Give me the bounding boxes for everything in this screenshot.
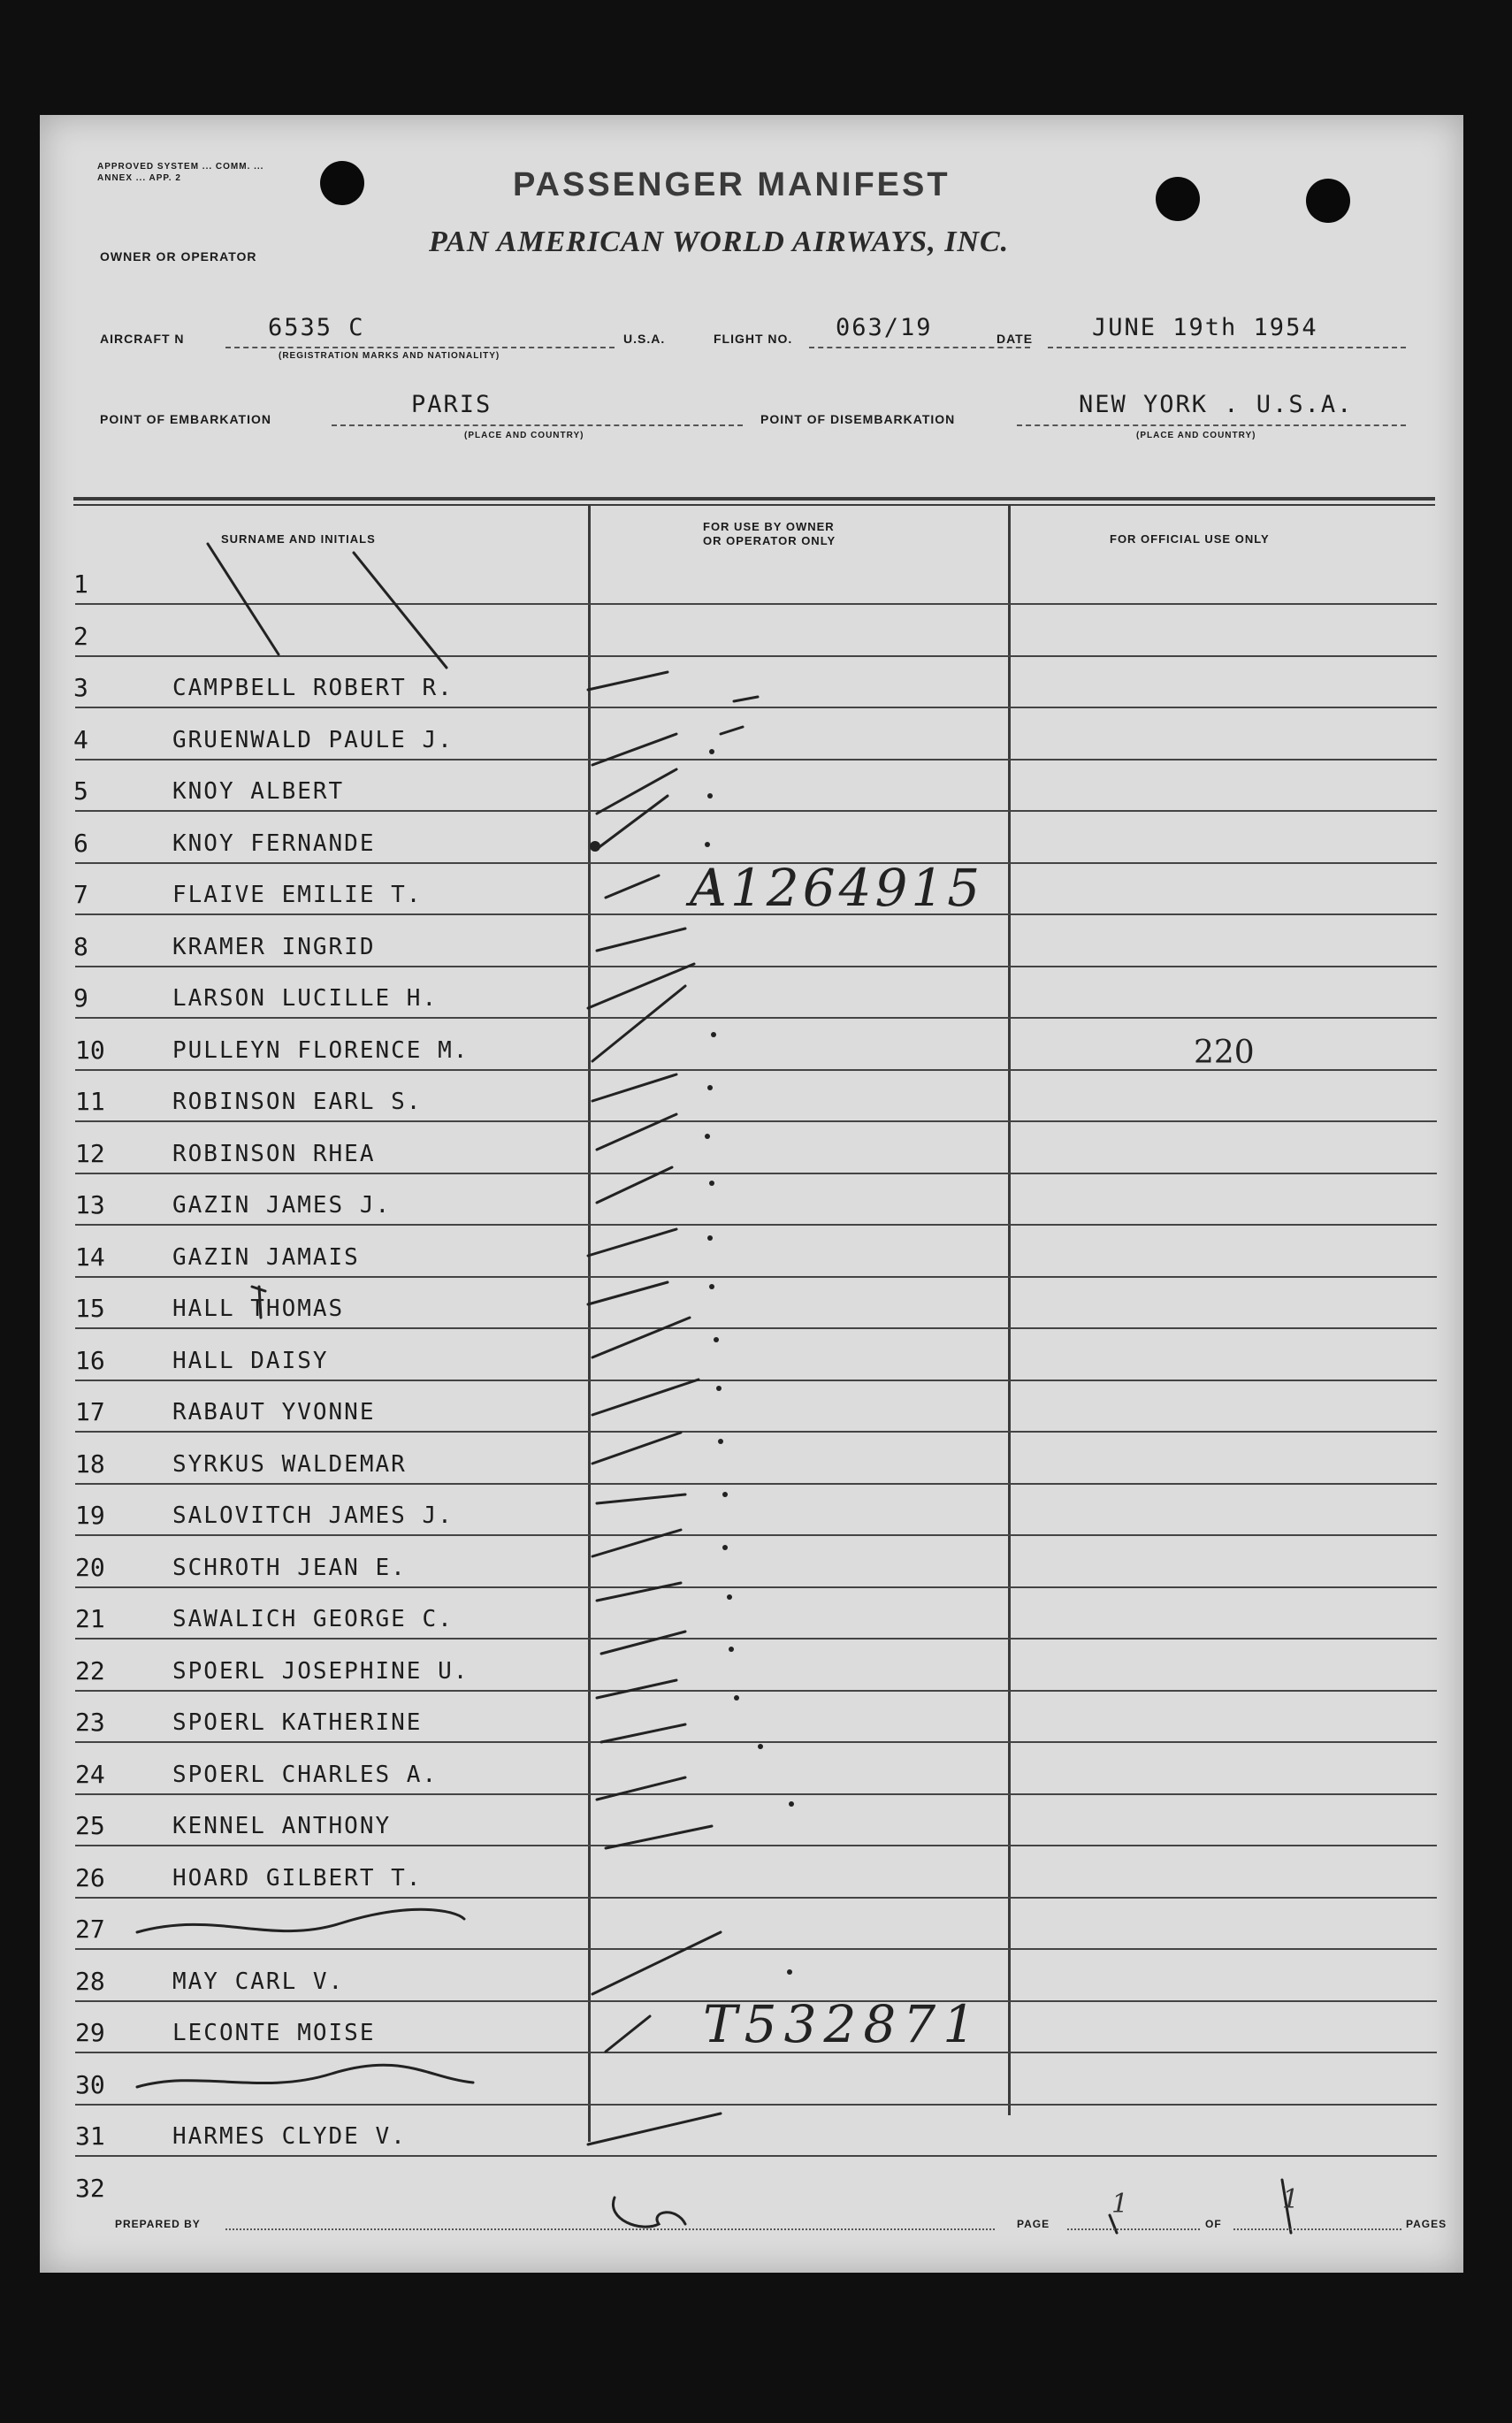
- row-number: 1: [73, 569, 88, 599]
- prepared-label: PREPARED BY: [115, 2218, 201, 2230]
- passenger-name: CAMPBELL ROBERT R.: [172, 675, 454, 701]
- row-number: 4: [73, 724, 88, 754]
- passenger-name: SAWALICH GEORGE C.: [172, 1606, 454, 1632]
- passenger-name: GAZIN JAMES J.: [172, 1192, 392, 1219]
- aircraft-caption: (REGISTRATION MARKS AND NATIONALITY): [279, 351, 500, 361]
- aircraft-label: AIRCRAFT N: [100, 332, 185, 346]
- col-owner-header-2: OR OPERATOR ONLY: [703, 534, 836, 547]
- row-number: 24: [75, 1759, 105, 1789]
- embark-caption: (PLACE AND COUNTRY): [464, 431, 584, 440]
- passenger-name: GAZIN JAMAIS: [172, 1243, 360, 1271]
- page-label: PAGE: [1017, 2218, 1050, 2230]
- disembark-value: NEW YORK . U.S.A.: [1079, 391, 1354, 418]
- row-number: 10: [75, 1035, 105, 1065]
- date-label: DATE: [997, 332, 1034, 346]
- row-number: 7: [73, 880, 88, 909]
- col-owner-header-1: FOR USE BY OWNER: [703, 520, 835, 533]
- passenger-name: HALL DAISY: [172, 1347, 329, 1374]
- row-number: 19: [75, 1501, 105, 1530]
- airline-name: PAN AMERICAN WORLD AIRWAYS, INC.: [429, 225, 1010, 258]
- passenger-name: SPOERL JOSEPHINE U.: [172, 1657, 470, 1685]
- passenger-name: HARMES CLYDE V.: [172, 2123, 407, 2150]
- row-number: 14: [75, 1242, 105, 1272]
- row-number: 11: [75, 1087, 105, 1116]
- of-label: OF: [1205, 2218, 1222, 2230]
- col-official-header: FOR OFFICIAL USE ONLY: [1110, 532, 1270, 546]
- handwriting-overlay: [40, 115, 1463, 2273]
- passenger-name: LECONTE MOISE: [172, 2020, 376, 2046]
- passenger-name: KENNEL ANTHONY: [172, 1813, 392, 1839]
- passenger-name: HOARD GILBERT T.: [172, 1864, 423, 1892]
- row-number: 15: [75, 1294, 105, 1323]
- row-number: 22: [75, 1655, 105, 1685]
- row-number: 17: [75, 1397, 105, 1426]
- row-number: 21: [75, 1604, 105, 1633]
- manifest-title: PASSENGER MANIFEST: [513, 166, 951, 203]
- disembark-label: POINT OF DISEMBARKATION: [760, 412, 956, 426]
- passenger-name: SALOVITCH JAMES J.: [172, 1502, 454, 1529]
- row-number: 18: [75, 1448, 105, 1479]
- passenger-name: SCHROTH JEAN E.: [172, 1554, 407, 1581]
- flight-label: FLIGHT NO.: [714, 332, 793, 346]
- row-number: 31: [75, 2121, 105, 2151]
- passenger-name: SPOERL KATHERINE: [172, 1709, 423, 1736]
- page-value: 1: [1111, 2189, 1129, 2220]
- row-number: 27: [75, 1915, 105, 1944]
- passenger-name: FLAIVE EMILIE T.: [172, 882, 423, 908]
- row-number: 9: [73, 983, 88, 1013]
- row-number: 28: [75, 1966, 105, 1996]
- row-number: 20: [75, 1552, 105, 1582]
- row-number: 23: [75, 1708, 105, 1737]
- passenger-name: SPOERL CHARLES A.: [172, 1761, 439, 1788]
- embark-value: PARIS: [411, 391, 493, 418]
- row-number: 26: [75, 1862, 105, 1892]
- passenger-name: KRAMER INGRID: [172, 933, 376, 960]
- row-number: 25: [75, 1811, 105, 1840]
- row-number: 32: [75, 2173, 105, 2203]
- of-value: 1: [1282, 2184, 1300, 2215]
- passenger-name: ROBINSON EARL S.: [172, 1089, 423, 1115]
- col-surname-header: SURNAME AND INITIALS: [221, 532, 376, 546]
- row-number: 12: [75, 1138, 105, 1168]
- country-label: U.S.A.: [623, 332, 666, 346]
- approval-note: APPROVED SYSTEM ... COMM. ... ANNEX ... APP. 2: [97, 162, 264, 183]
- row-number: 8: [73, 931, 88, 961]
- row-number: 5: [73, 776, 88, 806]
- handwritten-code-row7: A1264915: [690, 858, 984, 918]
- flight-value: 063/19: [836, 314, 933, 341]
- row-number: 29: [75, 2018, 105, 2047]
- row-number: 6: [73, 828, 88, 858]
- row-number: 3: [73, 673, 88, 702]
- pages-label: PAGES: [1406, 2218, 1447, 2230]
- passenger-name: ROBINSON RHEA: [172, 1140, 376, 1167]
- passenger-name: HALL THOMAS: [172, 1296, 345, 1322]
- passenger-name: LARSON LUCILLE H.: [172, 985, 439, 1012]
- official-number: 220: [1194, 1035, 1255, 1071]
- embark-label: POINT OF EMBARKATION: [100, 412, 271, 426]
- handwritten-code-row29: T532871: [703, 1994, 983, 2054]
- passenger-name: KNOY ALBERT: [172, 778, 345, 805]
- row-number: 30: [75, 2069, 105, 2099]
- passenger-name: MAY CARL V.: [172, 1968, 345, 1995]
- owner-label: OWNER OR OPERATOR: [100, 249, 257, 264]
- row-number: 16: [75, 1345, 105, 1375]
- passenger-name: SYRKUS WALDEMAR: [172, 1450, 407, 1478]
- aircraft-value: 6535 C: [268, 314, 365, 341]
- manifest-page: [40, 115, 1463, 2273]
- disembark-caption: (PLACE AND COUNTRY): [1136, 431, 1256, 440]
- passenger-name: GRUENWALD PAULE J.: [172, 726, 454, 753]
- passenger-name: PULLEYN FLORENCE M.: [172, 1036, 470, 1064]
- row-number: 13: [75, 1190, 105, 1219]
- row-number: 2: [73, 621, 88, 651]
- passenger-name: RABAUT YVONNE: [172, 1399, 376, 1426]
- date-value: JUNE 19th 1954: [1092, 314, 1318, 341]
- passenger-name: KNOY FERNANDE: [172, 829, 376, 857]
